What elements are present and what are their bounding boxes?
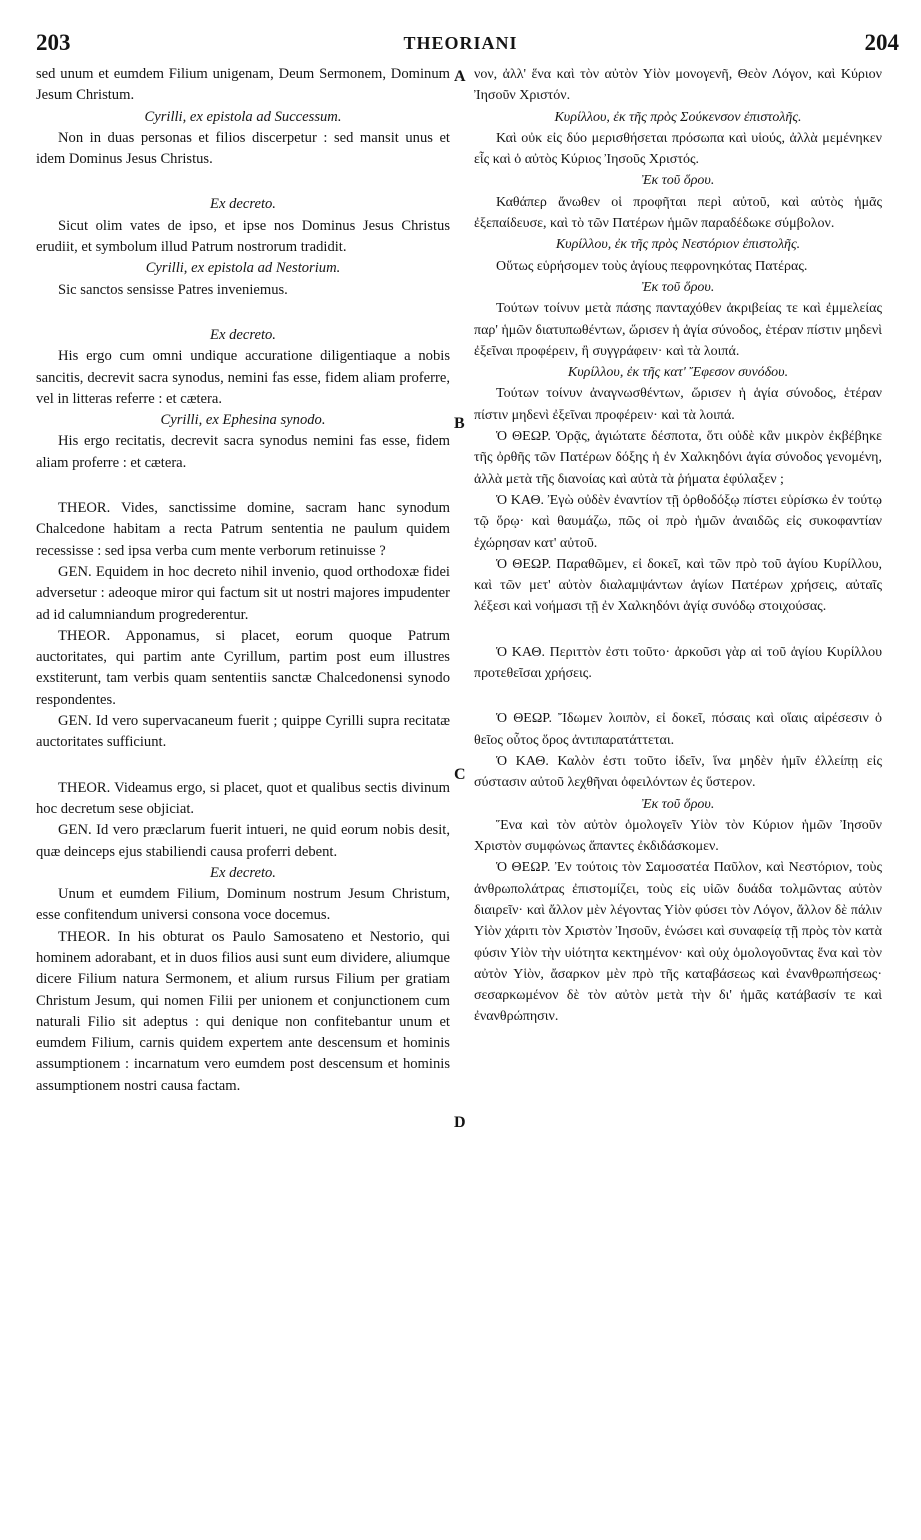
greek-paragraph: Ὁ ΚΑΘ. Καλὸν ἐστι τοῦτο ἰδεῖν, ἵνα μηδὲν ἡμῖν ἐλλείπῃ εἰς σύστασιν αὐτοῦ λεχθῆναι ὀφειλόντων ἐς ὕστερον.	[474, 753, 882, 791]
latin-paragraph: His ergo cum omni undique accuratione diligentiaque a nobis sancitis, decrevit sacra synodus, nemini fas esse, fidem aliam proferre, vel in litteras referre : et cætera.	[36, 348, 450, 407]
page-number-left: 203	[36, 30, 71, 55]
margin-letter-d: D	[454, 1114, 466, 1131]
greek-paragraph: Ἐκ τοῦ ὅρου.	[641, 796, 715, 812]
latin-paragraph: sed unum et eumdem Filium unigenam, Deum Sermonem, Dominum Jesum Christum.	[36, 66, 450, 104]
latin-paragraph: Sic sanctos sensisse Patres inveniemus.	[58, 281, 288, 298]
greek-paragraph: Ὁ ΘΕΩΡ. Ὁρᾷς, ἁγιώτατε δέσποτα, ὅτι οὐδὲ κἂν μικρὸν ἐκβέβηκε τῆς ὀρθῆς τῶν Πατέρων δόξης ἡ ἐν Χαλκηδόνι ἁγία σύνοδος γενομένη, ἀλλὰ μετὰ τῆς διανοίας καὶ αὐτὰ τὰ ῥήματα ἐφύλαξεν ;	[474, 429, 882, 487]
latin-paragraph: Non in duas personas et filios discerpetur : sed mansit unus et idem Dominus Jesus Christus.	[36, 129, 450, 168]
greek-paragraph: Ἕνα καὶ τὸν αὐτὸν ὁμολογεῖν Υἱὸν τὸν Κύριον ἡμῶν Ἰησοῦν Χριστὸν συμφώνως ἅπαντες ἐκδιδάσκομεν.	[474, 817, 882, 855]
latin-paragraph: Cyrilli, ex epistola ad Successum.	[144, 108, 342, 125]
latin-paragraph: THEOR. In his obturat os Paulo Samosateno et Nestorio, qui hominem adorabant, et in duos filios ausi sunt eum dividere, aliumque dicere Filium natura Sermonem, et alium rursus Filium per gratiam Christum Jesum, qui nomen Filii per unionem et conjunctionem cum naturali Filio sit adeptus : qui denique non confitebantur unum et eumdem Filium, carnis quidem expertem ante descensum et hominis assumptionem : incarnatum vero eumdem post descensum et hominis assumptionem nostri causa factam.	[36, 928, 450, 1094]
latin-column	[36, 64, 450, 1097]
greek-paragraph: Οὕτως εὑρήσομεν τοὺς ἁγίους πεφρονηκότας Πατέρας.	[496, 258, 808, 274]
margin-letter-a: A	[454, 68, 466, 85]
greek-paragraph: Κυρίλλου, ἐκ τῆς πρὸς Νεστόριον ἐπιστολῆς.	[555, 237, 801, 253]
page-number-right: 204	[864, 30, 899, 55]
latin-paragraph: His ergo recitatis, decrevit sacra synodus nemini fas esse, fidem aliam proferre : et cætera.	[36, 433, 450, 471]
greek-paragraph: Ἐκ τοῦ ὅρου.	[641, 173, 715, 189]
latin-paragraph: Cyrilli, ex Ephesina synodo.	[160, 412, 326, 429]
latin-paragraph: Cyrilli, ex epistola ad Nestorium.	[145, 260, 341, 277]
greek-paragraph: Κυρίλλου, ἐκ τῆς πρὸς Σούκενσον ἐπιστολῆς.	[554, 109, 802, 125]
latin-paragraph: THEOR. Apponamus, si placet, eorum quoque Patrum auctoritates, qui partim ante Cyrillum, partim post eum illustres exstiterunt, tam verbis quam sententiis sanctæ Chalcedonensi synodo respondentes.	[36, 627, 450, 708]
margin-letter-b: B	[454, 415, 465, 432]
greek-paragraph: Τούτων τοίνυν ἀναγνωσθέντων, ὥρισεν ἡ ἁγία σύνοδος, ἑτέραν πίστιν μηδενὶ ἐξεῖναι προφέρειν· καὶ τὰ λοιπά.	[474, 386, 882, 423]
greek-paragraph: Ὁ ΚΑΘ. Ἐγὼ οὐδὲν ἐναντίον τῇ ὀρθοδόξῳ πίστει εὑρίσκω ἐν τούτῳ τῷ ὅρῳ· καὶ θαυμάζω, πῶς οἱ πρὸ ἡμῶν ἀναιδῶς εἰς συκοφαντίαν ἐχώρησαν κατ' αὐτοῦ.	[474, 492, 882, 551]
latin-paragraph: THEOR. Vides, sanctissime domine, sacram hanc synodum Chalcedone habitam a recta Patrum sententia ne paulum quidem recessisse : sed ipsa verba cum mente verborum retinuisse ?	[36, 500, 450, 559]
greek-paragraph: Ἐκ τοῦ ὅρου.	[641, 279, 715, 295]
running-title: THEORIANI	[403, 33, 518, 53]
greek-paragraph: Ὁ ΘΕΩΡ. Παραθῶμεν, εἰ δοκεῖ, καὶ τῶν πρὸ τοῦ ἁγίου Κυρίλλου, καὶ τῶν μετ' αὐτὸν διαλαμψάντων ἁγίων Πατέρων χρήσεις, αὐταῖς λέξεσι καὶ νοήμασι τῇ ἐν Χαλκηδόνι ἁγίᾳ συνόδῳ στοιχούσας.	[474, 556, 882, 615]
latin-paragraph: GEN. Id vero supervacaneum fuerit ; quippe Cyrilli supra recitatæ auctoritates sufficiunt.	[36, 713, 450, 751]
latin-paragraph: Unum et eumdem Filium, Dominum nostrum Jesum Christum, esse confitendum universi consona voce docemus.	[36, 886, 450, 924]
latin-paragraph: GEN. Equidem in hoc decreto nihil invenio, quod orthodoxæ fidei adversetur : adeoque miror qui factum sit ut nostri majores impudenter ad id calumniandum progrederentur.	[36, 563, 450, 623]
page-header	[0, 18, 921, 58]
greek-paragraph: Καὶ οὐκ εἰς δύο μερισθήσεται πρόσωπα καὶ υἱούς, ἀλλὰ μεμένηκεν εἷς καὶ ὁ αὐτὸς Κύριος Ἰησοῦς Χριστός.	[474, 130, 882, 168]
greek-paragraph: νον, ἀλλ' ἕνα καὶ τὸν αὐτὸν Υἱὸν μονογενῆ, Θεὸν Λόγον, καὶ Κύριον Ἰησοῦν Χριστόν.	[474, 67, 882, 104]
latin-paragraph: GEN. Id vero præclarum fuerit intueri, ne quid eorum nobis desit, quæ deinceps ejus stabiliendi causa proferri debent.	[36, 822, 450, 860]
margin-letter-c: C	[454, 766, 466, 783]
latin-paragraph: THEOR. Videamus ergo, si placet, quot et qualibus sectis divinum hoc decretum sese objiciat.	[36, 779, 450, 817]
greek-paragraph: Τούτων τοίνυν μετὰ πάσης πανταχόθεν ἀκριβείας τε καὶ ἐμμελείας παρ' ἡμῶν διατυπωθέντων, ὥρισεν ἡ ἁγία σύνοδος, ἑτέραν πίστιν μηδενὶ ἐξεῖναι προφέρειν, ἢ συγγράφειν· καὶ τὰ λοιπά.	[474, 301, 882, 359]
latin-paragraph: Sicut olim vates de ipso, et ipse nos Dominus Jesus Christus erudiit, et symbolum illud Patrum nostrorum tradidit.	[36, 217, 450, 256]
greek-column	[474, 64, 882, 1028]
latin-paragraph: Ex decreto.	[210, 196, 276, 213]
greek-paragraph: Κυρίλλου, ἐκ τῆς κατ' Ἔφεσον συνόδου.	[567, 365, 789, 381]
latin-paragraph: Ex decreto.	[210, 326, 276, 343]
greek-paragraph: Καθάπερ ἄνωθεν οἱ προφῆται περὶ αὐτοῦ, καὶ αὐτὸς ἡμᾶς ἐξεπαίδευσε, καὶ τὸ τῶν Πατέρων ἡμῶν παραδέδωκε σύμβολον.	[474, 194, 882, 232]
greek-paragraph: Ὁ ΘΕΩΡ. Ἐν τούτοις τὸν Σαμοσατέα Παῦλον, καὶ Νεστόριον, τοὺς ἀνθρωπολάτρας ἐπιστομίζει, τοὺς εἰς υἱῶν δυάδα τολμῶντας αὐτὸν διαιρεῖν· καὶ ἄλλον μὲν λέγοντας Υἱὸν φύσει τὸν Λόγον, ἄλλον δὲ πάλιν Υἱὸν χάριτι τὸν Χριστὸν Ἰησοῦν, ἑνώσει καὶ συναφείᾳ τῇ πρὸς τὸν κατὰ φύσιν Υἱὸν τὴν υἱότητα κεκτημένον· καὶ οὐχ ὁμολογοῦντας ἕνα καὶ τὸν αὐτὸν Υἱὸν, ἄσαρκον μὲν πρὸ τῆς καταβάσεως καὶ ἐνανθρωπήσεως· σεσαρκωμένον δὲ τὸν αὐτὸν μετὰ τὴν δι' ἡμᾶς κατάβασίν τε καὶ ἐνανθρώπησιν.	[474, 860, 882, 1025]
latin-paragraph: Ex decreto.	[210, 864, 276, 881]
greek-paragraph: Ὁ ΘΕΩΡ. Ἴδωμεν λοιπὸν, εἰ δοκεῖ, πόσαις καὶ οἵαις αἱρέσεσιν ὁ θεῖος οὗτος ὅρος ἀντιπαρατάττεται.	[474, 711, 882, 748]
greek-paragraph: Ὁ ΚΑΘ. Περιττὸν ἐστι τοῦτο· ἀρκοῦσι γὰρ αἱ τοῦ ἁγίου Κυρίλλου προτεθεῖσαι χρήσεις.	[474, 644, 882, 682]
